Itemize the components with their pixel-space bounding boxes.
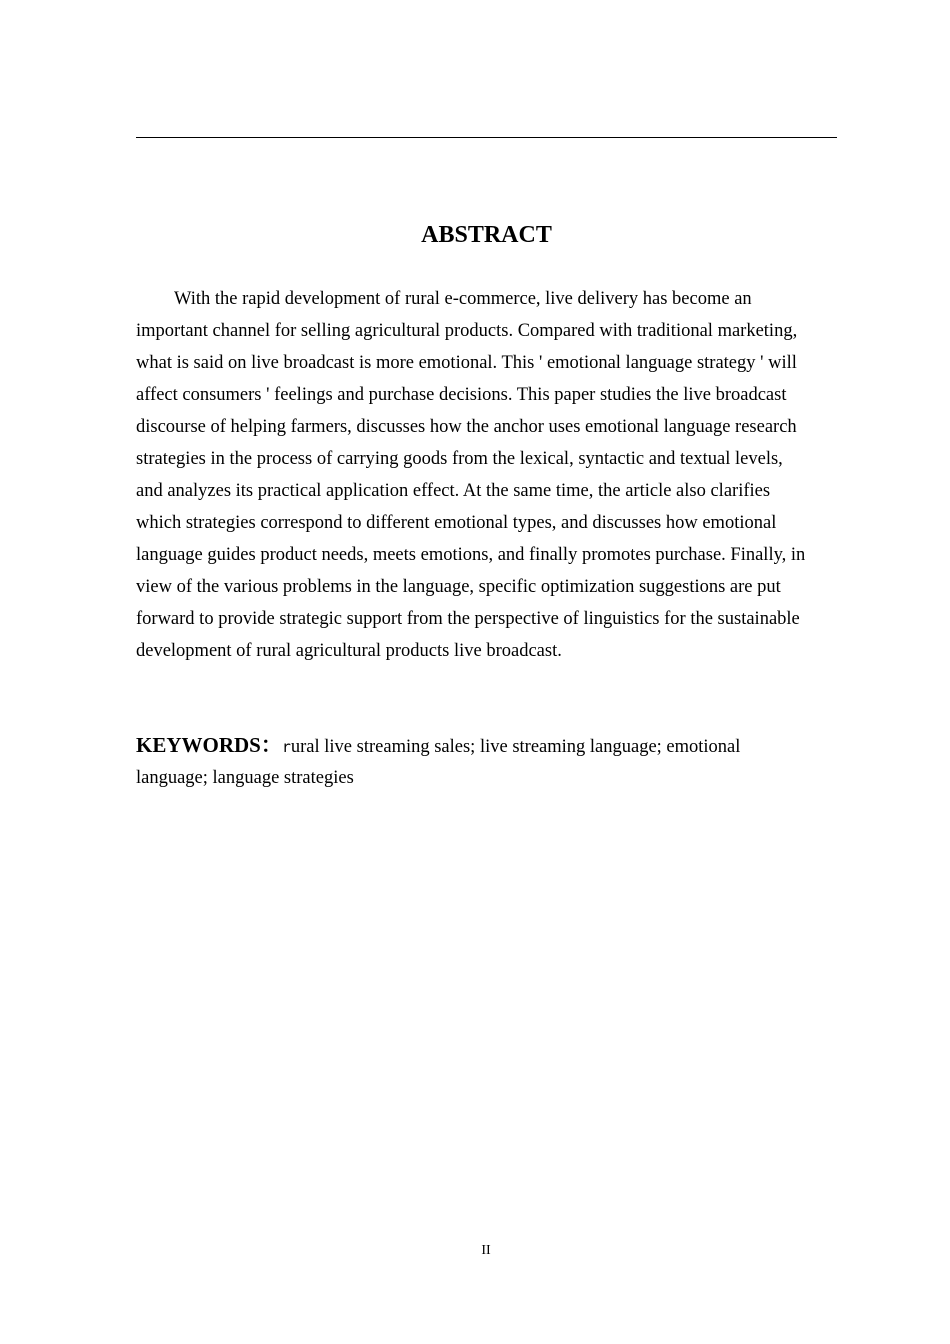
abstract-line: view of the various problems in the language, specific optimization suggestions are put: [136, 577, 781, 597]
keywords-first-char: r: [281, 738, 291, 756]
keywords-line: [136, 730, 839, 763]
abstract-line: development of rural agricultural products live broadcast.: [136, 641, 562, 661]
abstract-title: ABSTRACT: [421, 222, 552, 248]
keywords-line2: language; language strategies: [136, 768, 354, 788]
abstract-line: important channel for selling agricultural products. Compared with traditional marketing,: [136, 321, 798, 341]
keywords-text: [282, 737, 741, 757]
keywords-line1-rest: ural live streaming sales; live streaming language; emotional: [290, 737, 741, 757]
abstract-line: strategies in the process of carrying goods from the lexical, syntactic and textual levels,: [136, 449, 783, 469]
abstract-line: With the rapid development of rural e-commerce, live delivery has become an: [174, 289, 752, 309]
abstract-line: which strategies correspond to different emotional types, and discusses how emotional: [136, 513, 777, 533]
abstract-line: affect consumers ' feelings and purchase decisions. This paper studies the live broadcast: [136, 385, 787, 405]
abstract-paragraph: [136, 283, 839, 667]
abstract-line: and analyzes its practical application effect. At the same time, the article also clarifies: [136, 481, 771, 501]
abstract-line: discourse of helping farmers, discusses how the anchor uses emotional language research: [136, 417, 797, 437]
keywords-label: KEYWORDS：: [136, 733, 282, 757]
keywords-block: [136, 730, 839, 794]
abstract-line: language guides product needs, meets emotions, and finally promotes purchase. Finally, in: [136, 545, 806, 565]
header-rule: [136, 137, 837, 138]
abstract-line: forward to provide strategic support from the perspective of linguistics for the sustainable: [136, 609, 800, 629]
abstract-body: [136, 283, 839, 667]
page-number: II: [481, 1243, 491, 1258]
abstract-line: what is said on live broadcast is more emotional. This ' emotional language strategy ' will: [136, 353, 797, 373]
